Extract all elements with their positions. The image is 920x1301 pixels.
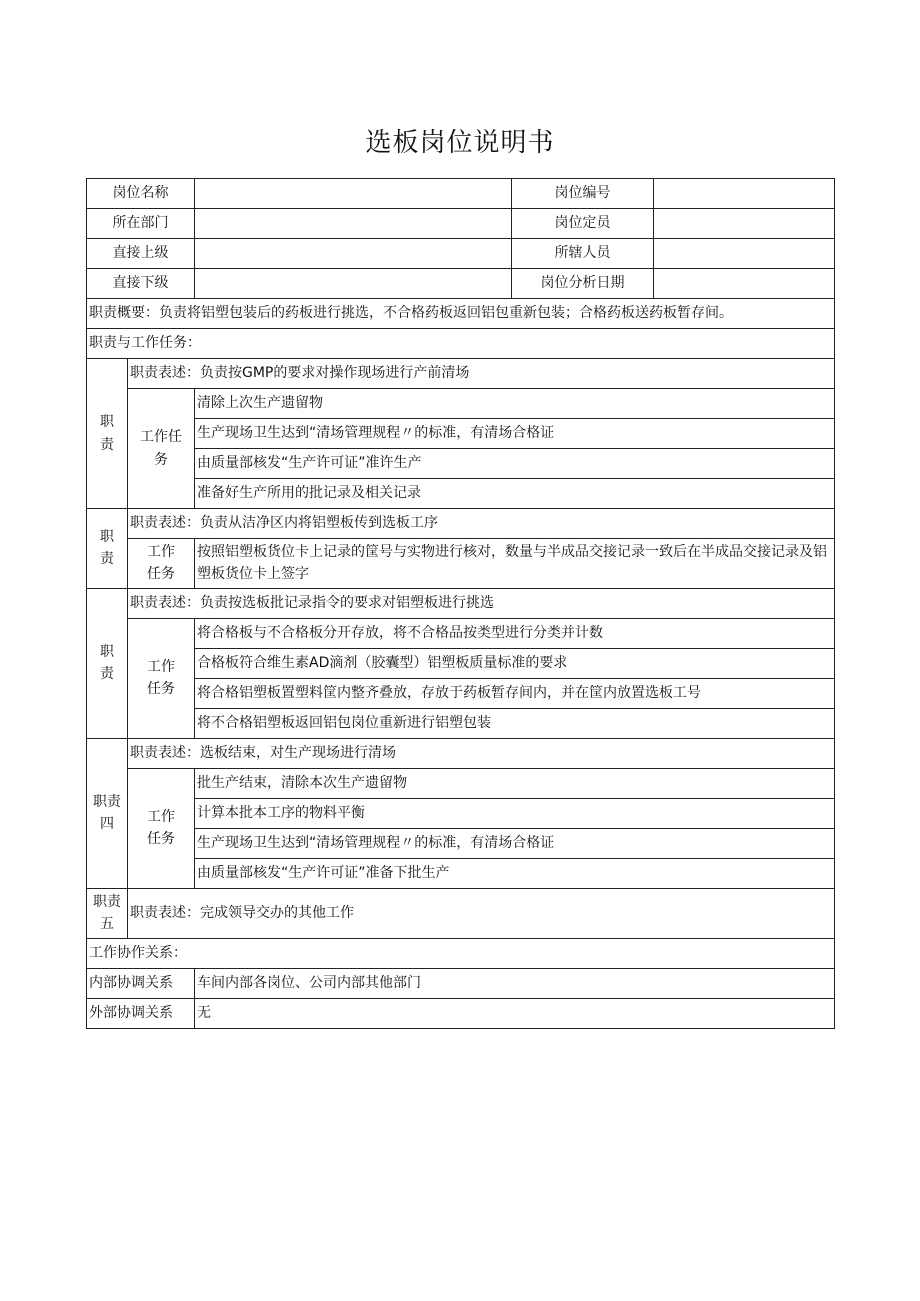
quota-field[interactable] xyxy=(654,209,835,239)
staff-field[interactable] xyxy=(654,239,835,269)
staff-label: 所辖人员 xyxy=(512,239,654,269)
analysis-date-field[interactable] xyxy=(654,269,835,299)
duty-2-task-1: 按照铝塑板货位卡上记录的筐号与实物进行核对，数量与半成品交接记录一致后在半成品交接记录及铝塑板货位卡上签字 xyxy=(195,539,835,589)
duty-3-label: 职 责 xyxy=(87,588,128,738)
duty-4-task-3: 生产现场卫生达到“清场管理规程〃的标准，有清场合格证 xyxy=(195,828,835,858)
subordinate-label: 直接下级 xyxy=(87,269,195,299)
duty-1-task-3: 由质量部核发“生产许可证”准许生产 xyxy=(195,449,835,479)
duty-1-task-1: 清除上次生产遗留物 xyxy=(195,389,835,419)
duty-4-task-label: 工作 任务 xyxy=(128,768,195,888)
duty-3-task-4: 将不合格铝塑板返回铝包岗位重新进行铝塑包装 xyxy=(195,708,835,738)
duty-1-task-label: 工作任 务 xyxy=(128,389,195,509)
dept-field[interactable] xyxy=(195,209,512,239)
external-coop-label: 外部协调关系 xyxy=(87,998,195,1028)
post-name-field[interactable] xyxy=(195,179,512,209)
duty-1-task-4: 准备好生产所用的批记录及相关记录 xyxy=(195,479,835,509)
duty-2-task-label: 工作 任务 xyxy=(128,539,195,589)
duty-3-task-1: 将合格板与不合格板分开存放，将不合格品按类型进行分类并计数 xyxy=(195,618,835,648)
duty-4-desc: 职责表述：选板结束，对生产现场进行清场 xyxy=(128,738,835,768)
duty-3-task-2: 合格板符合维生素AD滴剂（胶囊型）铝塑板质量标准的要求 xyxy=(195,648,835,678)
job-description-table xyxy=(86,178,835,1029)
analysis-date-label: 岗位分析日期 xyxy=(512,269,654,299)
duty-3-desc: 职责表述：负责按选板批记录指令的要求对铝塑板进行挑选 xyxy=(128,588,835,618)
external-coop-value: 无 xyxy=(195,998,835,1028)
summary: 职责概要：负责将铝塑包装后的药板进行挑选，不合格药板返回铝包重新包装；合格药板送药板暂存间。 xyxy=(87,299,835,329)
dept-label: 所在部门 xyxy=(87,209,195,239)
duties-heading: 职责与工作任务： xyxy=(87,329,835,359)
internal-coop-value: 车间内部各岗位、公司内部其他部门 xyxy=(195,968,835,998)
duty-5-label: 职责 五 xyxy=(87,888,128,938)
duty-1-task-2: 生产现场卫生达到“清场管理规程〃的标准，有清场合格证 xyxy=(195,419,835,449)
duty-4-task-4: 由质量部核发“生产许可证”准备下批生产 xyxy=(195,858,835,888)
superior-field[interactable] xyxy=(195,239,512,269)
duty-2-desc: 职责表述：负责从洁净区内将铝塑板传到选板工序 xyxy=(128,509,835,539)
duty-3-task-3: 将合格铝塑板置塑料筐内整齐叠放，存放于药板暂存间内，并在筐内放置选板工号 xyxy=(195,678,835,708)
duty-1-desc: 职责表述：负责按GMP的要求对操作现场进行产前清场 xyxy=(128,359,835,389)
post-no-label: 岗位编号 xyxy=(512,179,654,209)
duty-4-label: 职责 四 xyxy=(87,738,128,888)
duty-1-label: 职 责 xyxy=(87,359,128,509)
duty-2-label: 职 责 xyxy=(87,509,128,589)
page-title: 选板岗位说明书 xyxy=(365,128,555,158)
subordinate-field[interactable] xyxy=(195,269,512,299)
duty-4-task-1: 批生产结束，清除本次生产遗留物 xyxy=(195,768,835,798)
duty-4-task-2: 计算本批本工序的物料平衡 xyxy=(195,798,835,828)
quota-label: 岗位定员 xyxy=(512,209,654,239)
superior-label: 直接上级 xyxy=(87,239,195,269)
post-name-label: 岗位名称 xyxy=(87,179,195,209)
cooperation-heading: 工作协作关系： xyxy=(87,938,835,968)
internal-coop-label: 内部协调关系 xyxy=(87,968,195,998)
duty-5-desc: 职责表述：完成领导交办的其他工作 xyxy=(128,888,835,938)
duty-3-task-label: 工作 任务 xyxy=(128,618,195,738)
post-no-field[interactable] xyxy=(654,179,835,209)
